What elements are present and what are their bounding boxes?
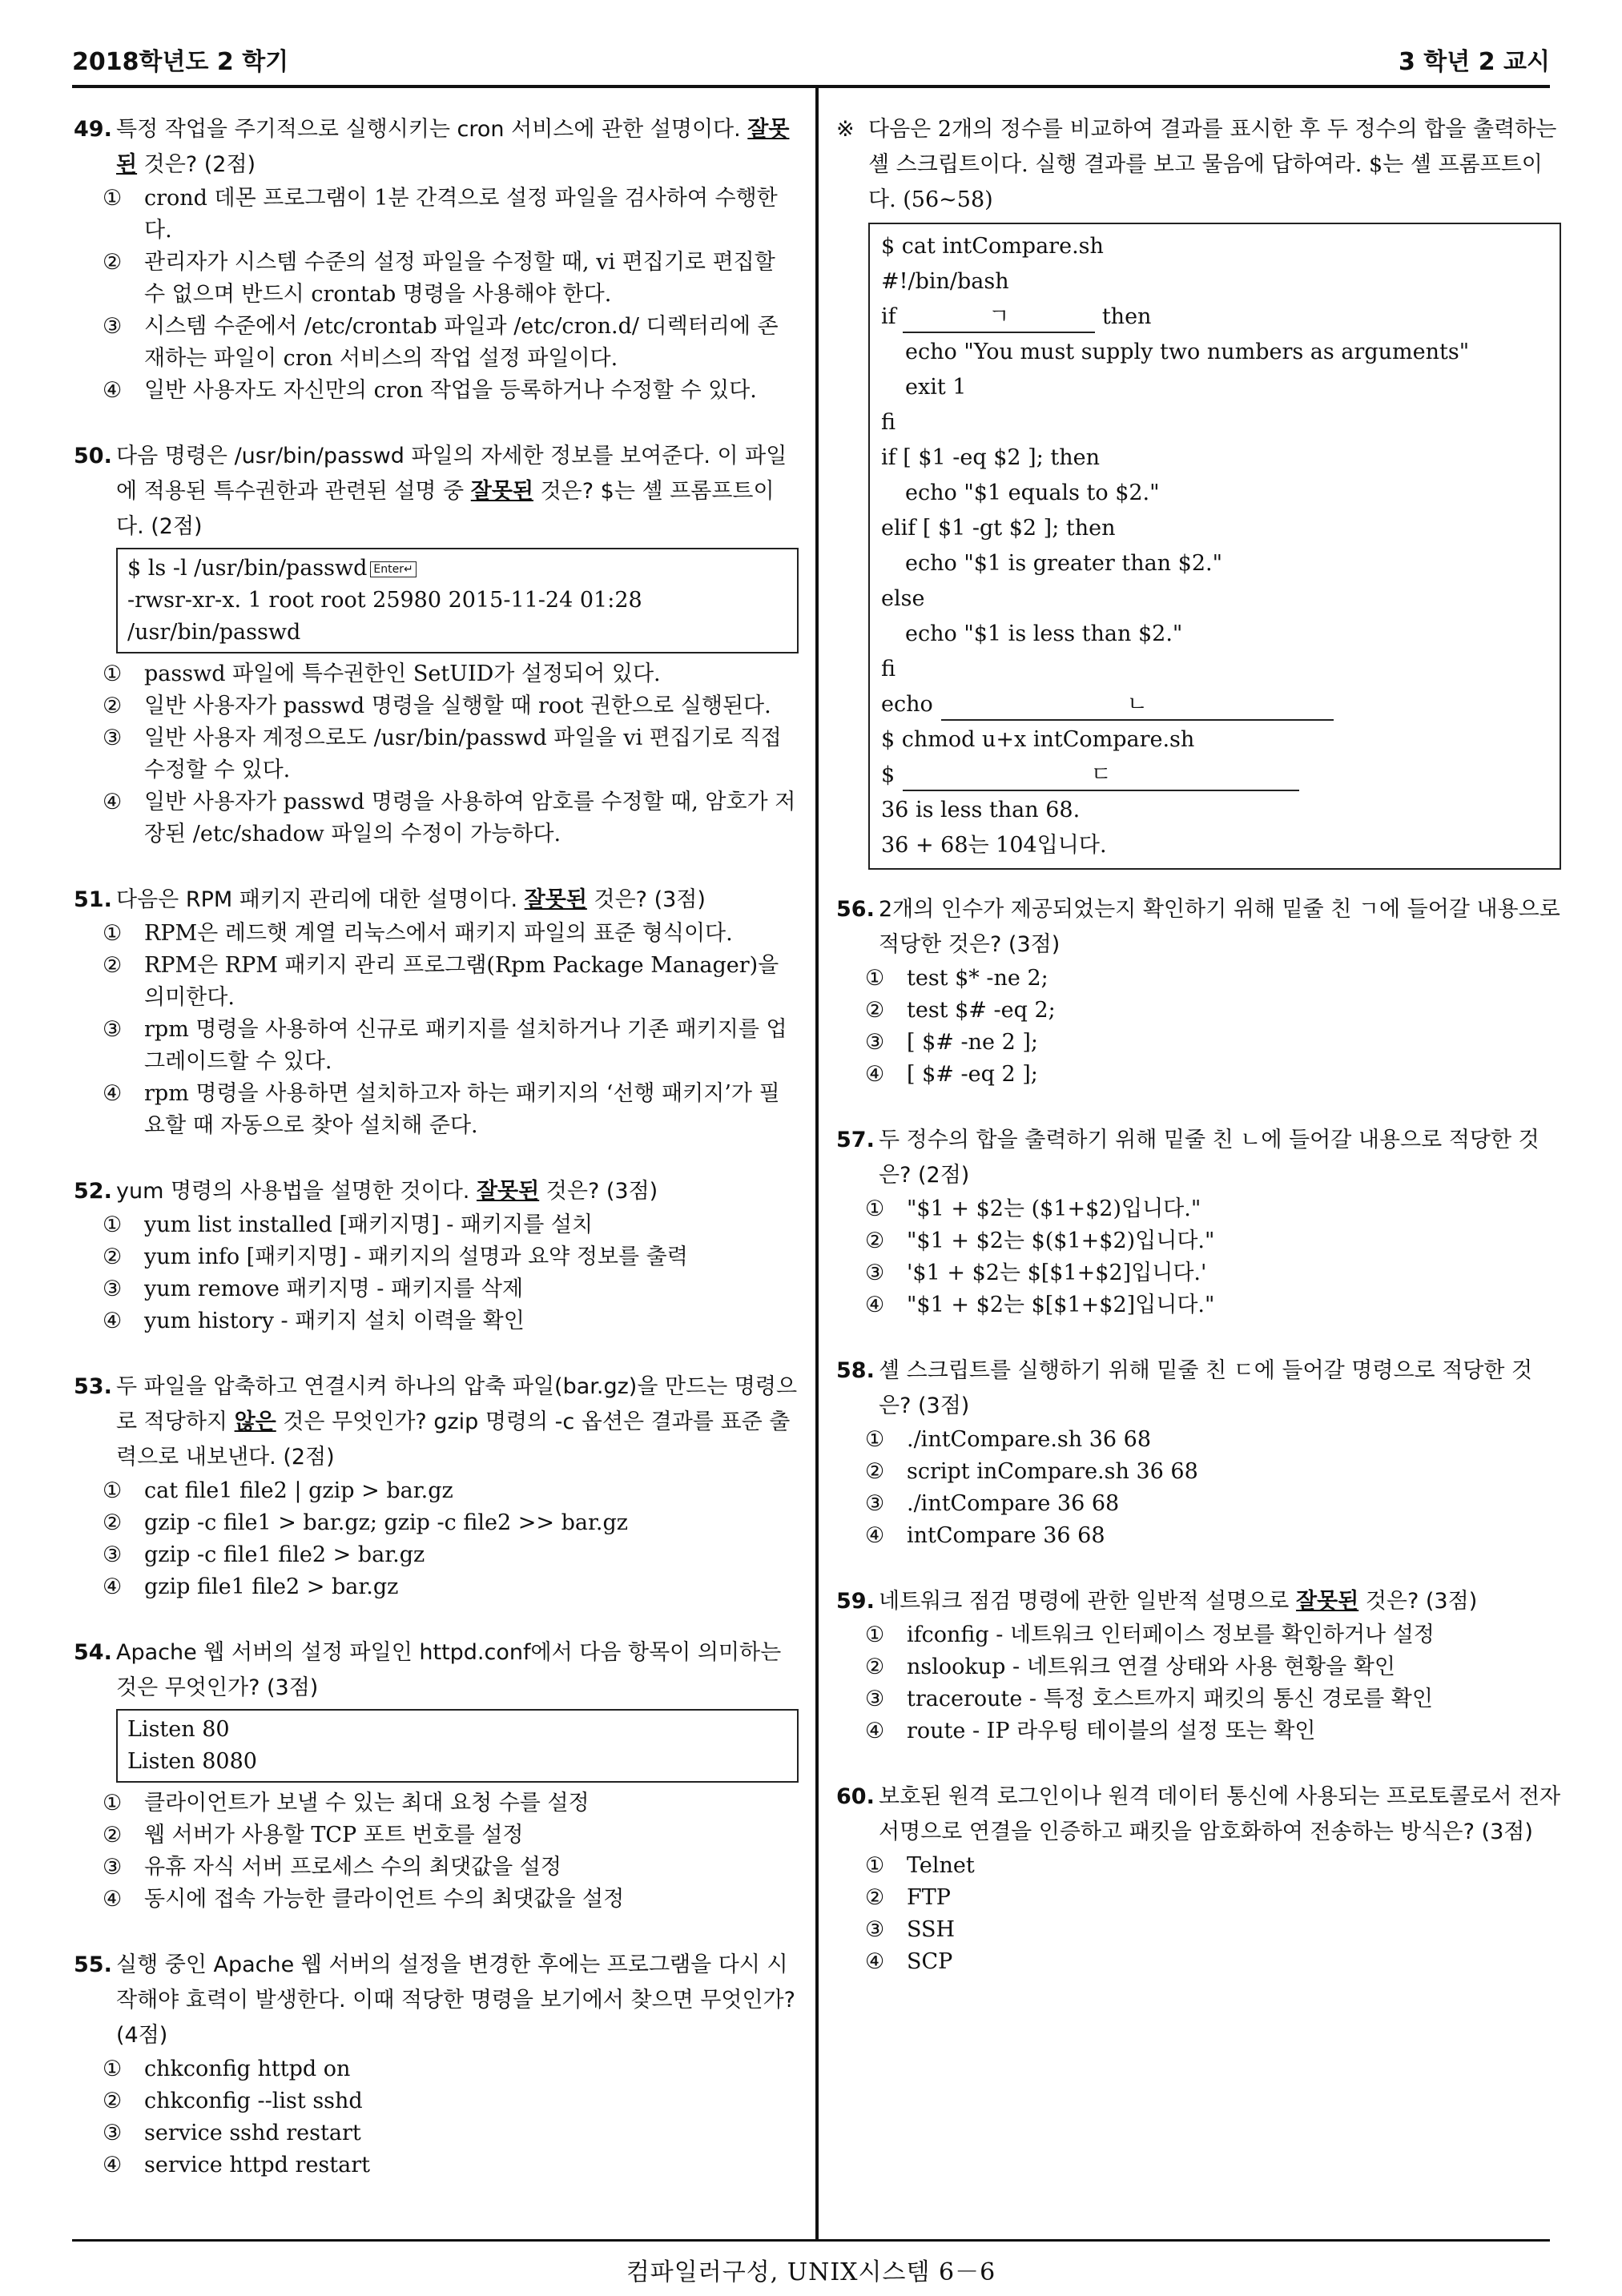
option-mark: ④ — [103, 1887, 123, 1912]
question-stem: 55. 실행 중인 Apache 웹 서버의 설정을 변경한 후에는 프로그램을 다시 시작해야 효력이 발생한다. 이때 적당한 명령을 보기에서 찾으면 무엇인가? (4점) — [74, 1948, 799, 2053]
option-mark: ② — [103, 2089, 123, 2113]
code-line: else — [881, 586, 925, 611]
option-mark: ① — [865, 1196, 885, 1221]
header-semester: 2018학년도 2 학기 — [72, 48, 289, 76]
option-mark: ② — [865, 1655, 885, 1679]
option-mark: ③ — [865, 1917, 885, 1942]
option-mark: ③ — [103, 1542, 123, 1567]
config-snippet-box — [116, 1709, 799, 1783]
option-4[interactable]: ④ [ $# -eq 2 ]; — [836, 1059, 1561, 1091]
option-mark: ① — [103, 1212, 123, 1237]
question-51 — [74, 883, 799, 1142]
option-mark: ④ — [103, 1574, 123, 1599]
code-line: $ ㄷ — [881, 758, 1548, 793]
option-2[interactable]: ② FTP — [836, 1882, 1561, 1914]
option-mark: ② — [865, 1228, 885, 1253]
code-line: echo "$1 is greater than $2." — [905, 551, 1223, 576]
question-number: 60. — [836, 1784, 875, 1809]
reference-mark: ※ — [836, 117, 855, 142]
option-mark: ② — [103, 1510, 123, 1535]
option-mark: ④ — [865, 1062, 885, 1087]
code-line: $ chmod u+x intCompare.sh — [881, 727, 1195, 752]
option-mark: ① — [865, 1853, 885, 1878]
option-mark: ① — [103, 186, 123, 211]
code-line: exit 1 — [905, 375, 967, 400]
emphasis-underline: 잘못된 — [470, 479, 533, 504]
question-60 — [836, 1779, 1561, 1978]
option-1[interactable]: ① RPM은 레드햇 계열 리눅스에서 패키지 파일의 표준 형식이다. — [74, 918, 799, 950]
option-1[interactable]: ① yum list installed [패키지명] - 패키지를 설치 — [74, 1209, 799, 1241]
page-header — [72, 46, 1550, 86]
page-footer: 컴파일러구성, UNIX시스템 6－6 — [626, 2258, 996, 2286]
option-1[interactable]: ① cat file1 file2 | gzip > bar.gz — [74, 1475, 799, 1507]
emphasis-underline: 잘못된 — [476, 1179, 540, 1204]
option-4[interactable]: ④ "$1 + $2는 $[$1+$2]입니다." — [836, 1289, 1561, 1321]
option-1[interactable]: ① Telnet — [836, 1850, 1561, 1882]
code-line: elif [ $1 -gt $2 ]; then — [881, 516, 1116, 541]
option-mark: ② — [103, 1823, 123, 1848]
option-mark: ③ — [865, 1030, 885, 1055]
option-mark: ④ — [865, 1293, 885, 1317]
option-2[interactable]: ② 웹 서버가 사용할 TCP 포트 번호를 설정 — [74, 1820, 799, 1852]
question-59 — [836, 1584, 1561, 1747]
blank-digeut: ㄷ — [903, 761, 1299, 791]
shell-script-box — [868, 223, 1561, 870]
command-output: -rwsr-xr-x. 1 root root 25980 2015-11-24 01:28 /usr/bin/passwd — [127, 588, 642, 645]
option-mark: ④ — [865, 1949, 885, 1974]
option-mark: ④ — [865, 1719, 885, 1743]
option-mark: ④ — [103, 790, 123, 814]
option-mark: ② — [103, 694, 123, 718]
option-mark: ① — [865, 1622, 885, 1647]
header-grade-period: 3 학년 2 교시 — [1398, 48, 1550, 76]
code-line: 36 is less than 68. — [881, 798, 1081, 822]
option-mark: ① — [103, 1791, 123, 1815]
option-4[interactable]: ④ 동시에 접속 가능한 클라이언트 수의 최댓값을 설정 — [74, 1884, 799, 1916]
option-mark: ② — [865, 998, 885, 1023]
option-2[interactable]: ② nslookup - 네트워크 연결 상태와 사용 현황을 확인 — [836, 1651, 1561, 1683]
blank-nieun: ㄴ — [941, 690, 1334, 721]
option-4[interactable]: ④ SCP — [836, 1946, 1561, 1978]
option-4[interactable]: ④ intCompare 36 68 — [836, 1520, 1561, 1552]
option-3[interactable]: ③ rpm 명령을 사용하여 신규로 패키지를 설치하거나 기존 패키지를 업그레이드할 수 있다. — [74, 1014, 799, 1078]
code-line: echo ㄴ — [881, 687, 1548, 722]
question-57 — [836, 1123, 1561, 1321]
option-4[interactable]: ④ rpm 명령을 사용하면 설치하고자 하는 패키지의 ‘선행 패키지’가 필요할 때 자동으로 찾아 설치해 준다. — [74, 1078, 799, 1142]
option-mark: ③ — [103, 1855, 123, 1880]
question-stem: 60. 보호된 원격 로그인이나 원격 데이터 통신에 사용되는 프로토콜로서 전자서명으로 연결을 인증하고 패킷을 암호화하여 전송하는 방식은? (3점) — [836, 1779, 1561, 1850]
code-line: echo "$1 equals to $2." — [905, 481, 1160, 505]
question-stem: 57. 두 정수의 합을 출력하기 위해 밑줄 친 ㄴ에 들어갈 내용으로 적당한 것은? (2점) — [836, 1123, 1561, 1193]
option-mark: ③ — [865, 1261, 885, 1285]
option-2[interactable]: ② "$1 + $2는 $($1+$2)입니다." — [836, 1225, 1561, 1257]
option-1[interactable]: ① ifconfig - 네트워크 인터페이스 정보를 확인하거나 설정 — [836, 1619, 1561, 1651]
code-line: if ㄱ then — [881, 300, 1548, 335]
option-2[interactable]: ② 관리자가 시스템 수준의 설정 파일을 수정할 때, vi 편집기로 편집할 수 없으며 반드시 crontab 명령을 사용해야 한다. — [74, 247, 799, 311]
code-line: echo "$1 is less than $2." — [905, 621, 1183, 646]
question-stem: 50. 다음 명령은 /usr/bin/passwd 파일의 자세한 정보를 보여준다. 이 파일에 적용된 특수권한과 관련된 설명 중 잘못된 것은? $는 셸 프롬프트이다. (2점) — [74, 439, 799, 545]
option-mark: ② — [103, 953, 123, 978]
option-mark: ③ — [103, 1277, 123, 1301]
code-line: #!/bin/bash — [881, 269, 1009, 294]
option-mark: ② — [865, 1885, 885, 1910]
option-mark: ③ — [103, 314, 123, 339]
option-2[interactable]: ② 일반 사용자가 passwd 명령을 실행할 때 root 권한으로 실행된다. — [74, 690, 799, 722]
question-50 — [74, 439, 799, 850]
option-mark: ② — [865, 1459, 885, 1484]
option-2[interactable]: ② RPM은 RPM 패키지 관리 프로그램(Rpm Package Manager)을 의미한다. — [74, 950, 799, 1014]
option-2[interactable]: ② test $# -eq 2; — [836, 995, 1561, 1027]
option-mark: ③ — [865, 1491, 885, 1516]
option-1[interactable]: ① "$1 + $2는 ($1+$2)입니다." — [836, 1193, 1561, 1225]
code-line: 36 + 68는 104입니다. — [881, 833, 1107, 858]
question-number: 59. — [836, 1589, 875, 1614]
option-1[interactable]: ① ./intCompare.sh 36 68 — [836, 1424, 1561, 1456]
right-column — [836, 112, 1561, 2010]
question-52 — [74, 1174, 799, 1337]
question-58 — [836, 1353, 1561, 1552]
question-stem: 59. 네트워크 점검 명령에 관한 일반적 설명으로 잘못된 것은? (3점) — [836, 1584, 1561, 1619]
code-line: echo "You must supply two numbers as arguments" — [905, 340, 1470, 364]
question-number: 58. — [836, 1358, 875, 1383]
emphasis-underline: 않은 — [234, 1409, 276, 1434]
question-number: 55. — [74, 1952, 112, 1977]
option-4[interactable]: ④ 일반 사용자가 passwd 명령을 사용하여 암호를 수정할 때, 암호가 저장된 /etc/shadow 파일의 수정이 가능하다. — [74, 786, 799, 850]
question-54 — [74, 1635, 799, 1916]
option-2[interactable]: ② chkconfig --list sshd — [74, 2085, 799, 2117]
option-3[interactable]: ③ [ $# -ne 2 ]; — [836, 1027, 1561, 1059]
option-1[interactable]: ① crond 데몬 프로그램이 1분 간격으로 설정 파일을 검사하여 수행한다. — [74, 183, 799, 247]
passage-intro: ※ 다음은 2개의 정수를 비교하여 결과를 표시한 후 두 정수의 합을 출력하는 셸 스크립트이다. 실행 결과를 보고 물음에 답하여라. $는 셸 프롬프트이다. (56~58) — [836, 112, 1561, 218]
option-3[interactable]: ③ '$1 + $2는 $[$1+$2]입니다.' — [836, 1257, 1561, 1289]
option-mark: ① — [865, 1427, 885, 1452]
question-number: 57. — [836, 1128, 875, 1152]
option-mark: ① — [865, 966, 885, 991]
option-mark: ③ — [103, 2121, 123, 2145]
option-3[interactable]: ③ yum remove 패키지명 - 패키지를 삭제 — [74, 1273, 799, 1305]
option-1[interactable]: ① test $* -ne 2; — [836, 963, 1561, 995]
option-mark: ② — [103, 1245, 123, 1269]
question-56 — [836, 892, 1561, 1091]
config-line: Listen 80 — [127, 1717, 230, 1742]
option-4[interactable]: ④ 일반 사용자도 자신만의 cron 작업을 등록하거나 수정할 수 있다. — [74, 375, 799, 407]
config-line: Listen 8080 — [127, 1749, 257, 1774]
option-1[interactable]: ① chkconfig httpd on — [74, 2053, 799, 2085]
enter-key-icon: Enter↵ — [370, 561, 416, 577]
option-4[interactable]: ④ yum history - 패키지 설치 이력을 확인 — [74, 1305, 799, 1337]
option-mark: ③ — [103, 1017, 123, 1042]
option-3[interactable]: ③ ./intCompare 36 68 — [836, 1488, 1561, 1520]
question-number: 52. — [74, 1179, 112, 1204]
option-mark: ③ — [103, 726, 123, 750]
option-3[interactable]: ③ 시스템 수준에서 /etc/crontab 파일과 /etc/cron.d/ 디렉터리에 존재하는 파일이 cron 서비스의 작업 설정 파일이다. — [74, 311, 799, 375]
footer-rule — [72, 2239, 1550, 2242]
option-4[interactable]: ④ gzip file1 file2 > bar.gz — [74, 1571, 799, 1603]
option-mark: ④ — [103, 1081, 123, 1106]
question-number: 50. — [74, 444, 112, 468]
option-2[interactable]: ② gzip -c file1 > bar.gz; gzip -c file2 >> bar.gz — [74, 1507, 799, 1539]
option-3[interactable]: ③ service sshd restart — [74, 2117, 799, 2149]
option-2[interactable]: ② script inCompare.sh 36 68 — [836, 1456, 1561, 1488]
blank-giyeok: ㄱ — [903, 303, 1095, 333]
question-stem: 49. 특정 작업을 주기적으로 실행시키는 cron 서비스에 관한 설명이다. 잘못된 것은? (2점) — [74, 112, 799, 183]
option-mark: ③ — [865, 1687, 885, 1711]
question-55 — [74, 1948, 799, 2181]
question-53 — [74, 1369, 799, 1603]
question-49 — [74, 112, 799, 407]
question-stem: 53. 두 파일을 압축하고 연결시켜 하나의 압축 파일(bar.gz)을 만드는 명령으로 적당하지 않은 것은 무엇인가? gzip 명령의 -c 옵션은 결과를 표준 출력으로 내보낸다. (2점) — [74, 1369, 799, 1475]
code-line: $ cat intCompare.sh — [881, 234, 1104, 259]
option-4[interactable]: ④ service httpd restart — [74, 2149, 799, 2181]
emphasis-underline: 잘못된 — [1295, 1589, 1359, 1614]
question-number: 51. — [74, 887, 112, 912]
question-number: 56. — [836, 897, 875, 922]
option-mark: ④ — [103, 378, 123, 403]
code-line: fi — [881, 410, 896, 435]
emphasis-underline: 잘못된 — [116, 117, 790, 177]
question-number: 49. — [74, 117, 112, 142]
question-stem: 54. Apache 웹 서버의 설정 파일인 httpd.conf에서 다음 항목이 의미하는 것은 무엇인가? (3점) — [74, 1635, 799, 1706]
option-3[interactable]: ③ 유휴 자식 서버 프로세스 수의 최댓값을 설정 — [74, 1852, 799, 1884]
question-stem: 56. 2개의 인수가 제공되었는지 확인하기 위해 밑줄 친 ㄱ에 들어갈 내용으로 적당한 것은? (3점) — [836, 892, 1561, 963]
option-mark: ① — [103, 661, 123, 686]
option-1[interactable]: ① passwd 파일에 특수권한인 SetUID가 설정되어 있다. — [74, 658, 799, 690]
option-4[interactable]: ④ route - IP 라우팅 테이블의 설정 또는 확인 — [836, 1715, 1561, 1747]
option-mark: ① — [103, 2057, 123, 2081]
option-mark: ④ — [103, 1309, 123, 1333]
code-line: if [ $1 -eq $2 ]; then — [881, 445, 1100, 470]
option-mark: ④ — [865, 1523, 885, 1548]
option-1[interactable]: ① 클라이언트가 보낼 수 있는 최대 요청 수를 설정 — [74, 1787, 799, 1820]
option-2[interactable]: ② yum info [패키지명] - 패키지의 설명과 요약 정보를 출력 — [74, 1241, 799, 1273]
command-line: $ ls -l /usr/bin/passwd — [127, 556, 368, 581]
option-mark: ② — [103, 250, 123, 275]
question-number: 54. — [74, 1640, 112, 1665]
option-3[interactable]: ③ 일반 사용자 계정으로도 /usr/bin/passwd 파일을 vi 편집기로 직접 수정할 수 있다. — [74, 722, 799, 786]
option-mark: ④ — [103, 2153, 123, 2177]
code-line: fi — [881, 657, 896, 682]
question-stem: 51. 다음은 RPM 패키지 관리에 대한 설명이다. 잘못된 것은? (3점) — [74, 883, 799, 918]
option-mark: ① — [103, 921, 123, 946]
option-3[interactable]: ③ traceroute - 특정 호스트까지 패킷의 통신 경로를 확인 — [836, 1683, 1561, 1715]
option-mark: ① — [103, 1478, 123, 1503]
column-divider — [815, 88, 819, 2239]
command-output-box — [116, 548, 799, 653]
option-3[interactable]: ③ SSH — [836, 1914, 1561, 1946]
question-stem: 58. 셸 스크립트를 실행하기 위해 밑줄 친 ㄷ에 들어갈 명령으로 적당한 것은? (3점) — [836, 1353, 1561, 1424]
question-stem: 52. yum 명령의 사용법을 설명한 것이다. 잘못된 것은? (3점) — [74, 1174, 799, 1209]
left-column — [74, 112, 799, 2214]
question-number: 53. — [74, 1374, 112, 1399]
option-3[interactable]: ③ gzip -c file1 file2 > bar.gz — [74, 1539, 799, 1571]
emphasis-underline: 잘못된 — [524, 887, 587, 912]
header-rule — [72, 85, 1550, 88]
